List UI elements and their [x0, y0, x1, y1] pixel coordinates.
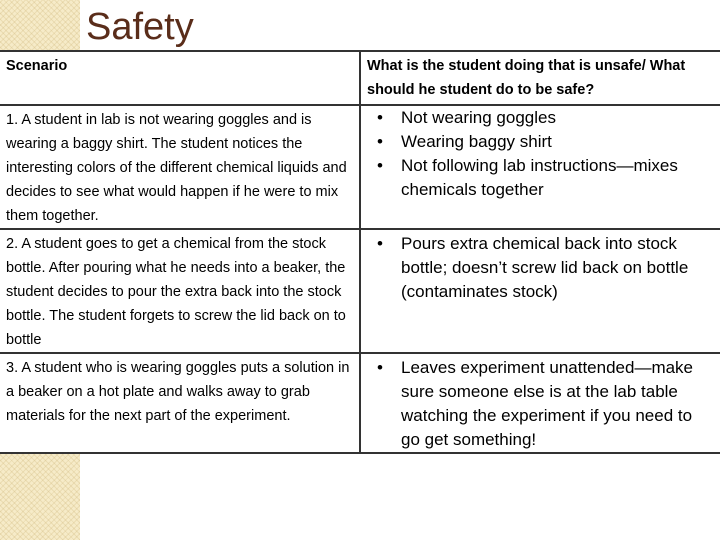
safety-table — [0, 50, 720, 454]
header-question: What is the student doing that is unsafe/ What should he student do to be safe? — [360, 51, 720, 105]
answer-list — [369, 356, 712, 452]
page-title: Safety — [86, 6, 194, 48]
table-header-row — [0, 51, 720, 105]
answer-item: • Not following lab instructions—mixes chemicals together — [369, 154, 712, 202]
scenario-cell: 3. A student who is wearing goggles puts a solution in a beaker on a hot plate and walks away to grab materials for the next part of the experiment. — [0, 353, 360, 453]
answer-cell — [360, 353, 720, 453]
answer-item: • Leaves experiment unattended—make sure someone else is at the lab table watching the experiment if you need to go get something! — [369, 356, 712, 452]
table-row — [0, 229, 720, 353]
title-band — [0, 0, 720, 50]
answer-list — [369, 232, 712, 304]
table-row — [0, 105, 720, 229]
scenario-cell: 2. A student goes to get a chemical from the stock bottle. After pouring what he needs into a beaker, the student decides to pour the extra back into the stock bottle. The student forgets to screw the lid back on to bottle — [0, 229, 360, 353]
scenario-cell: 1. A student in lab is not wearing goggles and is wearing a baggy shirt. The student notices the interesting colors of the different chemical liquids and decides to see what would happen if he were to mix them together. — [0, 105, 360, 229]
answer-item: • Not wearing goggles — [369, 106, 712, 130]
table-row — [0, 353, 720, 453]
safety-table-container — [0, 50, 720, 454]
answer-cell — [360, 105, 720, 229]
answer-item: • Wearing baggy shirt — [369, 130, 712, 154]
answer-list — [369, 106, 712, 202]
answer-cell — [360, 229, 720, 353]
header-scenario: Scenario — [0, 51, 360, 105]
answer-item: • Pours extra chemical back into stock bottle; doesn’t screw lid back on bottle (contaminates stock) — [369, 232, 712, 304]
